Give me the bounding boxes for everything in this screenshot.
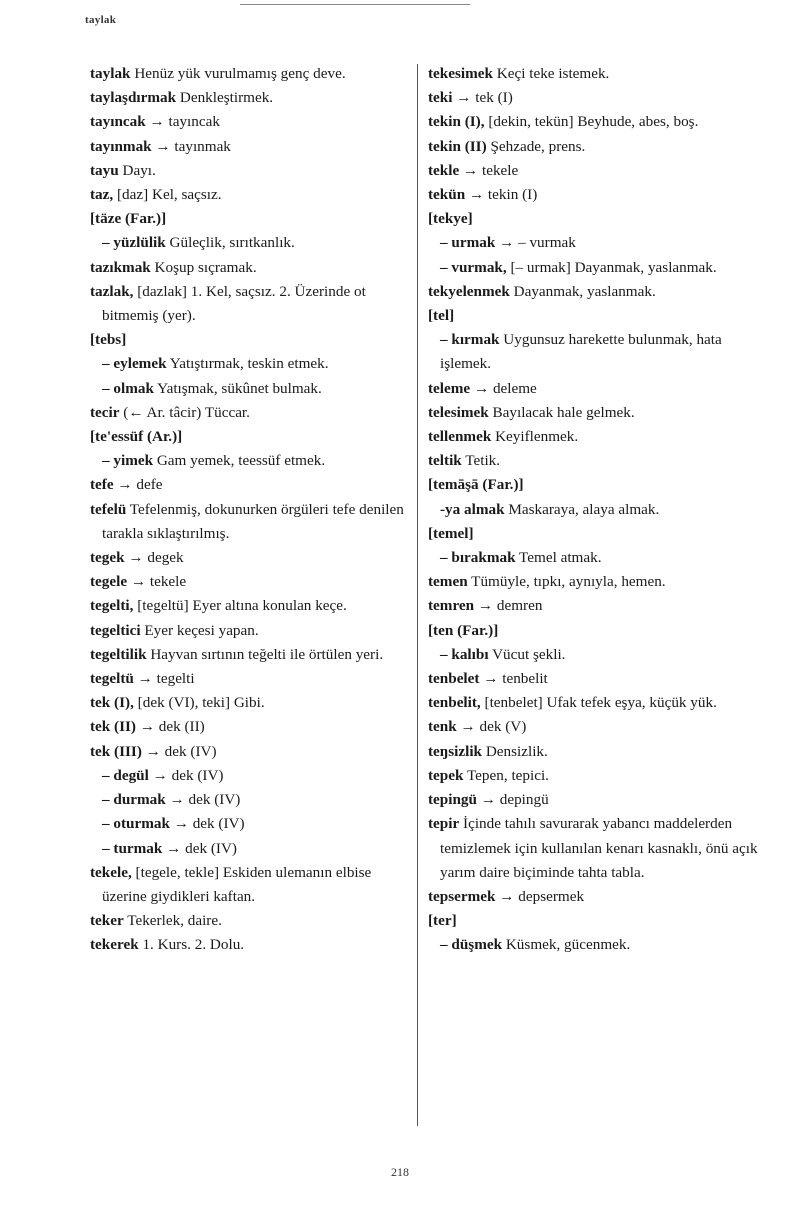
entry-headword: teŋsizlik bbox=[428, 742, 483, 760]
dictionary-entry bbox=[428, 328, 758, 376]
entry-definition: Dayı. bbox=[118, 161, 156, 179]
dictionary-entry bbox=[90, 619, 410, 643]
entry-headword: [tekye] bbox=[428, 210, 473, 228]
dictionary-entry bbox=[90, 159, 410, 183]
entry-definition: Eyer keçesi yapan. bbox=[140, 621, 259, 639]
entry-definition: Denkleştirmek. bbox=[176, 89, 274, 107]
entry-headword: tekesimek bbox=[428, 65, 493, 82]
dictionary-entry bbox=[90, 570, 410, 594]
dictionary-entry bbox=[90, 473, 410, 497]
dictionary-entry bbox=[90, 377, 410, 401]
entry-headword: – turmak bbox=[102, 839, 163, 857]
dictionary-entry bbox=[90, 352, 410, 376]
entry-headword: tekle bbox=[428, 161, 460, 179]
entry-headword: – bırakmak bbox=[440, 549, 516, 567]
entry-headword: taylaşdırmak bbox=[90, 89, 177, 107]
entry-definition: Yatıştırmak, teskin etmek. bbox=[166, 355, 329, 373]
entry-definition: → deleme bbox=[470, 379, 537, 397]
entry-headword: [te'essüf (Ar.)] bbox=[90, 428, 183, 446]
entry-definition: → dek (IV) bbox=[165, 791, 241, 809]
entry-headword: – vurmak, bbox=[440, 258, 507, 276]
dictionary-entry bbox=[90, 788, 410, 812]
entry-headword: [tebs] bbox=[90, 331, 127, 349]
dictionary-entry bbox=[90, 546, 410, 570]
dictionary-entry bbox=[428, 740, 758, 764]
entry-headword: – eylemek bbox=[102, 355, 167, 373]
entry-definition: → dek (IV) bbox=[162, 839, 237, 857]
entry-headword: tegeltü bbox=[90, 670, 134, 688]
entry-headword: – kalıbı bbox=[440, 645, 489, 663]
entry-headword: temren bbox=[428, 597, 475, 615]
entry-headword: tepek bbox=[428, 766, 464, 784]
dictionary-entry bbox=[428, 207, 758, 231]
dictionary-entry bbox=[90, 280, 410, 328]
entry-definition: Şehzade, prens. bbox=[486, 137, 586, 155]
entry-headword: tenbelet bbox=[428, 670, 480, 688]
dictionary-entry bbox=[428, 449, 758, 473]
entry-headword: [ter] bbox=[428, 912, 457, 930]
entry-definition: → degek bbox=[124, 549, 184, 567]
entry-headword: tecir bbox=[90, 403, 120, 421]
entry-headword: tepingü bbox=[428, 791, 477, 809]
dictionary-entry bbox=[428, 183, 758, 207]
dictionary-entry bbox=[428, 231, 758, 255]
entry-headword: -ya almak bbox=[440, 500, 505, 518]
entry-definition: Uygunsuz harekette bulunmak, hata işlemek. bbox=[440, 331, 722, 373]
entry-definition: [tegele, tekle] Eskiden ulemanın elbise üzerine giydikleri kaftan. bbox=[102, 863, 372, 905]
entry-headword: – olmak bbox=[102, 379, 154, 397]
dictionary-entry bbox=[428, 159, 758, 183]
entry-definition: Koşup sıçramak. bbox=[150, 258, 257, 276]
entry-definition: Dayanmak, yaslanmak. bbox=[509, 282, 656, 300]
dictionary-entry bbox=[428, 788, 758, 812]
dictionary-entry bbox=[428, 570, 758, 594]
dictionary-entry bbox=[428, 764, 758, 788]
entry-definition: → dek (IV) bbox=[148, 766, 224, 784]
entry-definition: Güleçlik, sırıtkanlık. bbox=[165, 234, 295, 252]
dictionary-entry bbox=[90, 812, 410, 836]
dictionary-entry bbox=[90, 837, 410, 861]
entry-definition: Tepen, tepici. bbox=[463, 766, 549, 784]
entry-definition: Maskaraya, alaya almak. bbox=[504, 500, 660, 518]
dictionary-entry bbox=[428, 715, 758, 739]
dictionary-entry bbox=[428, 498, 758, 522]
page-number: 218 bbox=[391, 1165, 409, 1179]
dictionary-entry bbox=[428, 546, 758, 570]
entry-definition: 1. Kurs. 2. Dolu. bbox=[138, 936, 245, 954]
dictionary-entry bbox=[90, 764, 410, 788]
entry-headword: tek (III) bbox=[90, 742, 142, 760]
dictionary-entry bbox=[90, 933, 410, 957]
dictionary-entry bbox=[90, 183, 410, 207]
entry-headword: tekün bbox=[428, 186, 466, 204]
entry-definition: → defe bbox=[113, 476, 163, 494]
dictionary-entry bbox=[428, 401, 758, 425]
entry-headword: tegeltilik bbox=[90, 645, 147, 663]
dictionary-entry bbox=[90, 135, 410, 159]
entry-headword: tenk bbox=[428, 718, 457, 736]
dictionary-entry bbox=[428, 280, 758, 304]
dictionary-entry bbox=[428, 522, 758, 546]
entry-headword: tepsermek bbox=[428, 887, 496, 905]
entry-definition: → dek (II) bbox=[135, 718, 205, 736]
entry-definition: Tetik. bbox=[461, 452, 501, 470]
dictionary-entry bbox=[90, 425, 410, 449]
entry-headword: [temāşā (Far.)] bbox=[428, 476, 524, 494]
entry-headword: tegeltici bbox=[90, 621, 141, 639]
dictionary-entry bbox=[428, 473, 758, 497]
entry-definition: [dazlak] 1. Kel, saçsız. 2. Üzerinde ot bitmemiş (yer). bbox=[102, 282, 366, 325]
dictionary-entry bbox=[428, 256, 758, 280]
column-divider bbox=[417, 64, 418, 1126]
entry-definition: [– urmak] Dayanmak, yaslanmak. bbox=[506, 258, 717, 276]
dictionary-entry bbox=[428, 933, 758, 957]
entry-headword: tayınmak bbox=[90, 137, 152, 155]
entry-definition: → tekin (I) bbox=[465, 186, 538, 204]
dictionary-entry bbox=[90, 740, 410, 764]
entry-headword: – yimek bbox=[102, 452, 154, 470]
dictionary-entry bbox=[428, 909, 758, 933]
entry-definition: → dek (V) bbox=[456, 718, 527, 736]
dictionary-entry bbox=[428, 885, 758, 909]
dictionary-entry bbox=[428, 643, 758, 667]
entry-headword: temen bbox=[428, 573, 468, 591]
entry-definition: Densizlik. bbox=[482, 742, 548, 760]
entry-headword: tek (II) bbox=[90, 718, 136, 736]
entry-headword: teltik bbox=[428, 452, 462, 470]
entry-definition: → demren bbox=[474, 597, 543, 615]
entry-definition: [dekin, tekün] Beyhude, abes, boş. bbox=[484, 113, 699, 131]
dictionary-entry bbox=[90, 498, 410, 546]
entry-headword: tekin (II) bbox=[428, 137, 487, 155]
entry-headword: tekele, bbox=[90, 863, 132, 881]
entry-headword: tefelü bbox=[90, 500, 127, 518]
dictionary-entry bbox=[90, 667, 410, 691]
entry-headword: telesimek bbox=[428, 403, 489, 421]
entry-headword: tayıncak bbox=[90, 113, 146, 131]
entry-headword: – urmak bbox=[440, 234, 496, 252]
entry-definition: Tefelenmiş, dokunurken örgüleri tefe denilen tarakla sıklaştırılmış. bbox=[102, 500, 404, 542]
entry-definition: Keçi teke istemek. bbox=[492, 65, 610, 82]
entry-definition: Henüz yük vurulmamış genç deve. bbox=[130, 65, 346, 82]
entry-definition: (← Ar. tâcir) Tüccar. bbox=[119, 403, 250, 421]
dictionary-entry bbox=[428, 86, 758, 110]
entry-headword: tekerek bbox=[90, 936, 139, 954]
entry-definition: Tümüyle, tıpkı, aynıyla, hemen. bbox=[467, 573, 666, 591]
dictionary-entry bbox=[90, 861, 410, 909]
entry-definition: Keyiflenmek. bbox=[491, 428, 579, 446]
dictionary-entry bbox=[428, 110, 758, 134]
dictionary-entry bbox=[428, 619, 758, 643]
entry-definition: [dek (VI), teki] Gibi. bbox=[133, 694, 265, 712]
entry-definition: Hayvan sırtının teğelti ile örtülen yeri. bbox=[146, 645, 384, 663]
entry-definition: → tek (I) bbox=[452, 89, 513, 107]
entry-headword: tek (I), bbox=[90, 694, 134, 712]
dictionary-entry bbox=[428, 135, 758, 159]
left-column bbox=[90, 62, 410, 958]
dictionary-entry bbox=[428, 667, 758, 691]
dictionary-entry bbox=[428, 691, 758, 715]
entry-headword: teleme bbox=[428, 379, 471, 397]
entry-headword: – yüzlülik bbox=[102, 234, 166, 252]
entry-headword: [temel] bbox=[428, 524, 474, 542]
entry-definition: → depingü bbox=[476, 791, 549, 809]
dictionary-entry bbox=[428, 812, 758, 885]
dictionary-entry bbox=[428, 425, 758, 449]
dictionary-entry bbox=[90, 643, 410, 667]
entry-definition: Yatışmak, sükûnet bulmak. bbox=[153, 379, 322, 397]
entry-headword: taz, bbox=[90, 186, 114, 204]
entry-definition: Temel atmak. bbox=[515, 549, 602, 567]
entry-definition: → – vurmak bbox=[495, 234, 576, 252]
entry-headword: tayu bbox=[90, 161, 119, 179]
entry-definition: → tegelti bbox=[133, 670, 195, 688]
dictionary-entry bbox=[428, 377, 758, 401]
entry-definition: Küsmek, gücenmek. bbox=[502, 936, 631, 954]
entry-definition: → depsermek bbox=[495, 887, 585, 905]
entry-headword: tazlak, bbox=[90, 282, 134, 300]
dictionary-entry bbox=[90, 449, 410, 473]
dictionary-entry bbox=[90, 110, 410, 134]
entry-headword: tegelti, bbox=[90, 597, 134, 615]
entry-headword: [täze (Far.)] bbox=[90, 210, 167, 228]
entry-definition: → tekele bbox=[459, 161, 519, 179]
entry-headword: tegele bbox=[90, 573, 128, 591]
entry-definition: Vücut şekli. bbox=[488, 645, 566, 663]
entry-headword: tegek bbox=[90, 549, 125, 567]
dictionary-entry bbox=[428, 594, 758, 618]
dictionary-entry bbox=[90, 594, 410, 618]
entry-headword: tazıkmak bbox=[90, 258, 151, 276]
dictionary-entry bbox=[428, 62, 758, 86]
entry-headword: – oturmak bbox=[102, 815, 170, 833]
entry-definition: → tenbelit bbox=[479, 670, 548, 688]
entry-definition: Tekerlek, daire. bbox=[123, 912, 222, 930]
entry-definition: Gam yemek, teessüf etmek. bbox=[153, 452, 326, 470]
entry-headword: taylak bbox=[90, 65, 131, 82]
entry-headword: – kırmak bbox=[440, 331, 500, 349]
entry-headword: teker bbox=[90, 912, 124, 930]
entry-headword: tekin (I), bbox=[428, 113, 485, 131]
entry-definition: → dek (IV) bbox=[141, 742, 217, 760]
dictionary-entry bbox=[90, 207, 410, 231]
dictionary-entry bbox=[90, 401, 410, 425]
entry-definition: → tayıncak bbox=[145, 113, 220, 131]
dictionary-entry bbox=[90, 328, 410, 352]
top-rule bbox=[240, 4, 470, 5]
entry-headword: tenbelit, bbox=[428, 694, 481, 712]
entry-headword: [ten (Far.)] bbox=[428, 621, 499, 639]
entry-headword: tefe bbox=[90, 476, 114, 494]
dictionary-entry bbox=[90, 715, 410, 739]
dictionary-entry bbox=[90, 62, 410, 86]
entry-headword: – düşmek bbox=[440, 936, 503, 954]
entry-definition: [daz] Kel, saçsız. bbox=[113, 186, 222, 204]
entry-headword: – durmak bbox=[102, 791, 166, 809]
dictionary-entry bbox=[428, 304, 758, 328]
entry-definition: [tenbelet] Ufak tefek eşya, küçük yük. bbox=[480, 694, 717, 712]
entry-definition: → tekele bbox=[127, 573, 187, 591]
dictionary-entry bbox=[90, 86, 410, 110]
dictionary-entry bbox=[90, 256, 410, 280]
entry-headword: tepir bbox=[428, 815, 460, 833]
entry-headword: – degül bbox=[102, 766, 149, 784]
entry-definition: Bayılacak hale gelmek. bbox=[488, 403, 635, 421]
dictionary-entry bbox=[90, 909, 410, 933]
entry-definition: → tayınmak bbox=[151, 137, 231, 155]
running-head: taylak bbox=[85, 14, 117, 26]
entry-definition: [tegeltü] Eyer altına konulan keçe. bbox=[133, 597, 347, 615]
entry-headword: teki bbox=[428, 89, 453, 107]
entry-headword: tekyelenmek bbox=[428, 282, 510, 300]
entry-headword: [tel] bbox=[428, 307, 455, 325]
dictionary-entry bbox=[90, 691, 410, 715]
entry-headword: tellenmek bbox=[428, 428, 492, 446]
dictionary-entry bbox=[90, 231, 410, 255]
right-column bbox=[428, 62, 758, 958]
entry-definition: → dek (IV) bbox=[169, 815, 245, 833]
entry-definition: İçinde tahılı savurarak yabancı maddelerden temizlemek için kullanılan kenarı kasnaklı, önü açık yarım daire biçiminde tahta tabla. bbox=[440, 815, 758, 881]
